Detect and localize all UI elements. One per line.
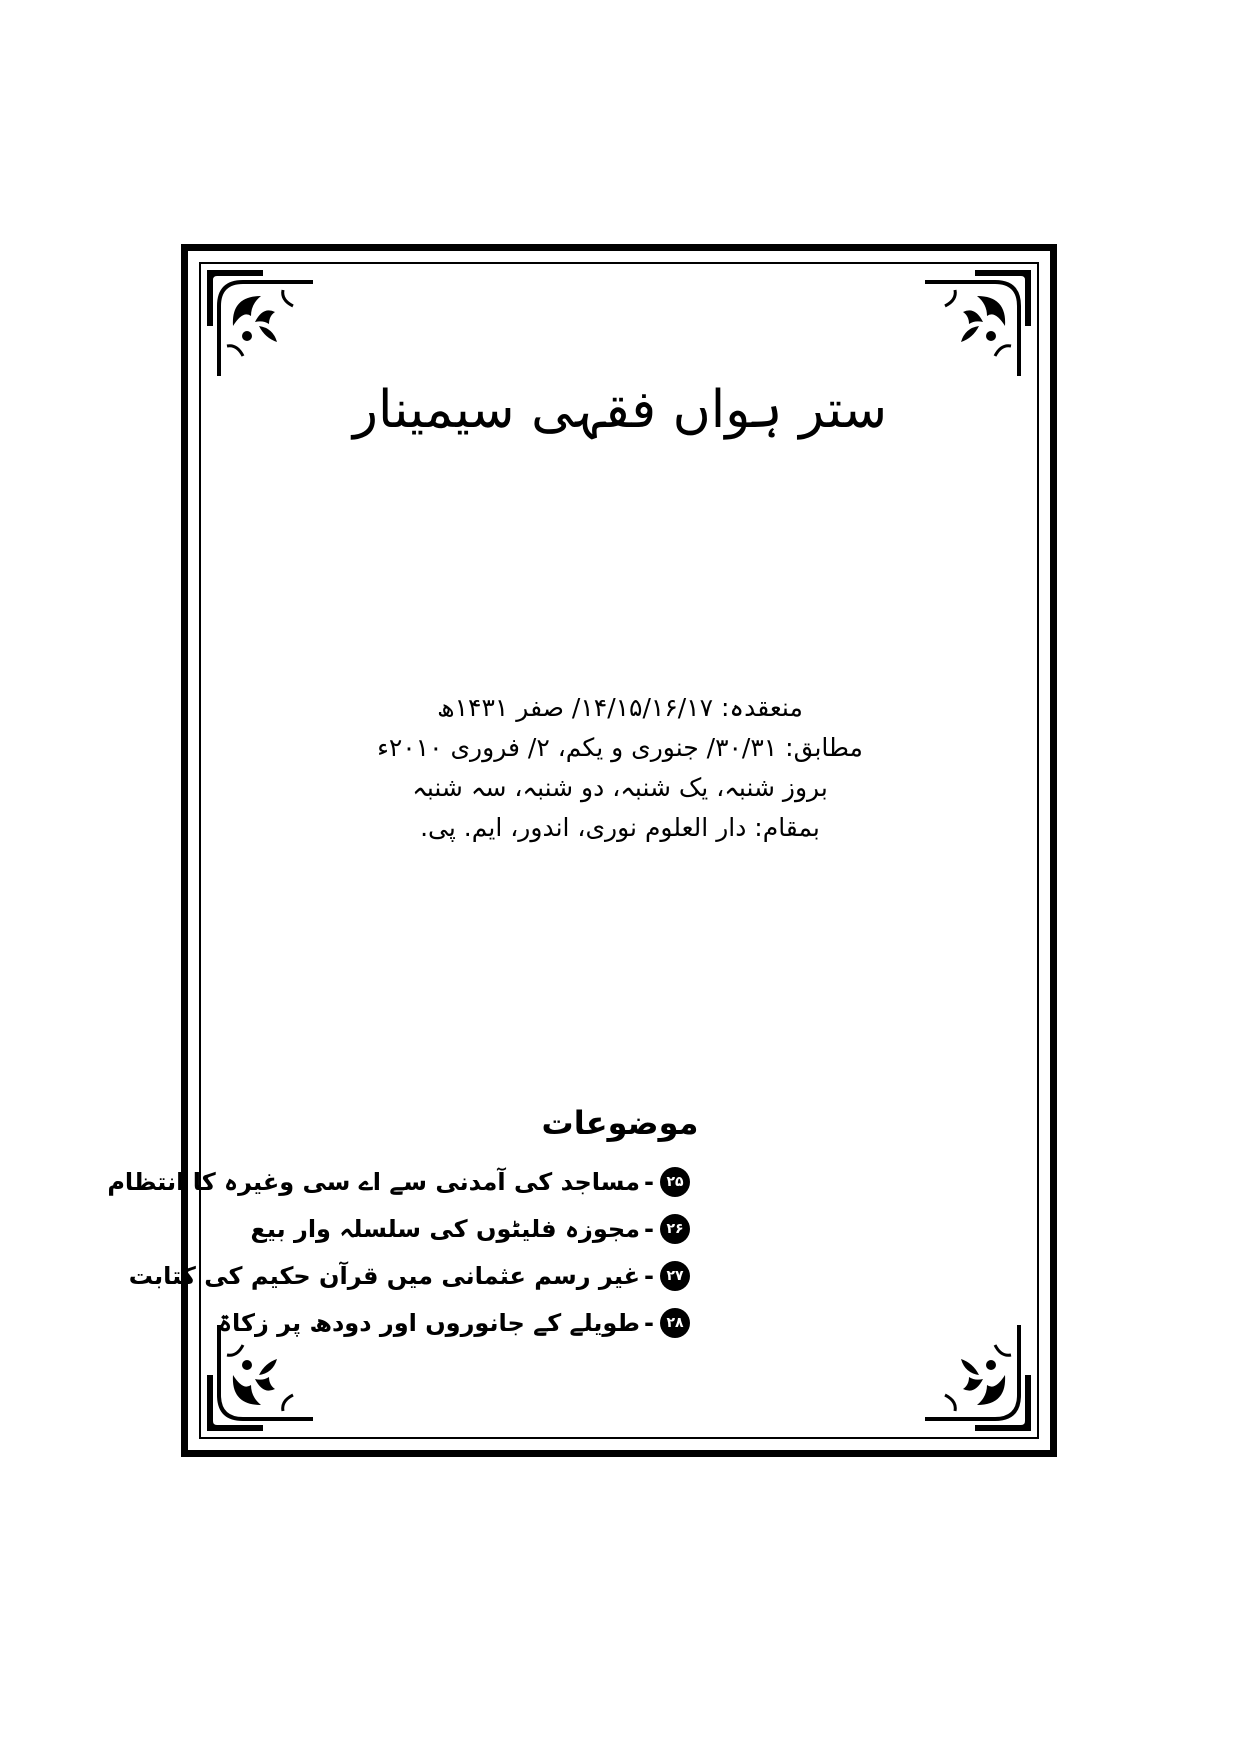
topic-item [217, 1299, 690, 1346]
page-title: ستر ہواں فقہی سیمینار [352, 380, 888, 440]
held-dates: منعقدہ: ۱۴/۱۵/۱۶/۱۷/ صفر ۱۴۳۱ھ [437, 693, 803, 722]
topic-number-badge: ۲۸ [660, 1308, 690, 1338]
topics-heading: موضوعات [541, 1104, 699, 1142]
topic-text: مساجد کی آمدنی سے اے سی وغیرہ کا انتظام [107, 1167, 641, 1196]
topic-number-badge: ۲۶ [660, 1214, 690, 1244]
topic-separator: - [644, 1261, 654, 1290]
topic-item [107, 1158, 690, 1205]
topic-separator: - [644, 1167, 654, 1196]
topic-text: غیر رسم عثمانی میں قرآن حکیم کی کتابت [128, 1261, 641, 1290]
topic-separator: - [644, 1214, 654, 1243]
corner-ornament-icon [203, 266, 321, 384]
corresponding-dates: مطابق: ۳۰/۳۱/ جنوری و یکم، ۲/ فروری ۲۰۱۰ء [377, 733, 863, 762]
topic-separator: - [644, 1308, 654, 1337]
topic-number-badge: ۲۵ [660, 1167, 690, 1197]
topic-item [128, 1252, 690, 1299]
topics-list [107, 1158, 690, 1346]
seminar-venue: بمقام: دار العلوم نوری، اندور، ایم. پی. [420, 813, 820, 842]
topic-text: طویلے کے جانوروں اور دودھ پر زکاۃ [217, 1308, 641, 1337]
corner-ornament-icon [917, 266, 1035, 384]
seminar-days: بروز شنبہ، یک شنبہ، دو شنبہ، سہ شنبہ [412, 773, 828, 802]
corner-ornament-icon [917, 1317, 1035, 1435]
topic-number-badge: ۲۷ [660, 1261, 690, 1291]
topic-text: مجوزہ فلیٹوں کی سلسلہ وار بیع [250, 1214, 641, 1243]
topic-item [250, 1205, 690, 1252]
seminar-details [300, 688, 940, 848]
